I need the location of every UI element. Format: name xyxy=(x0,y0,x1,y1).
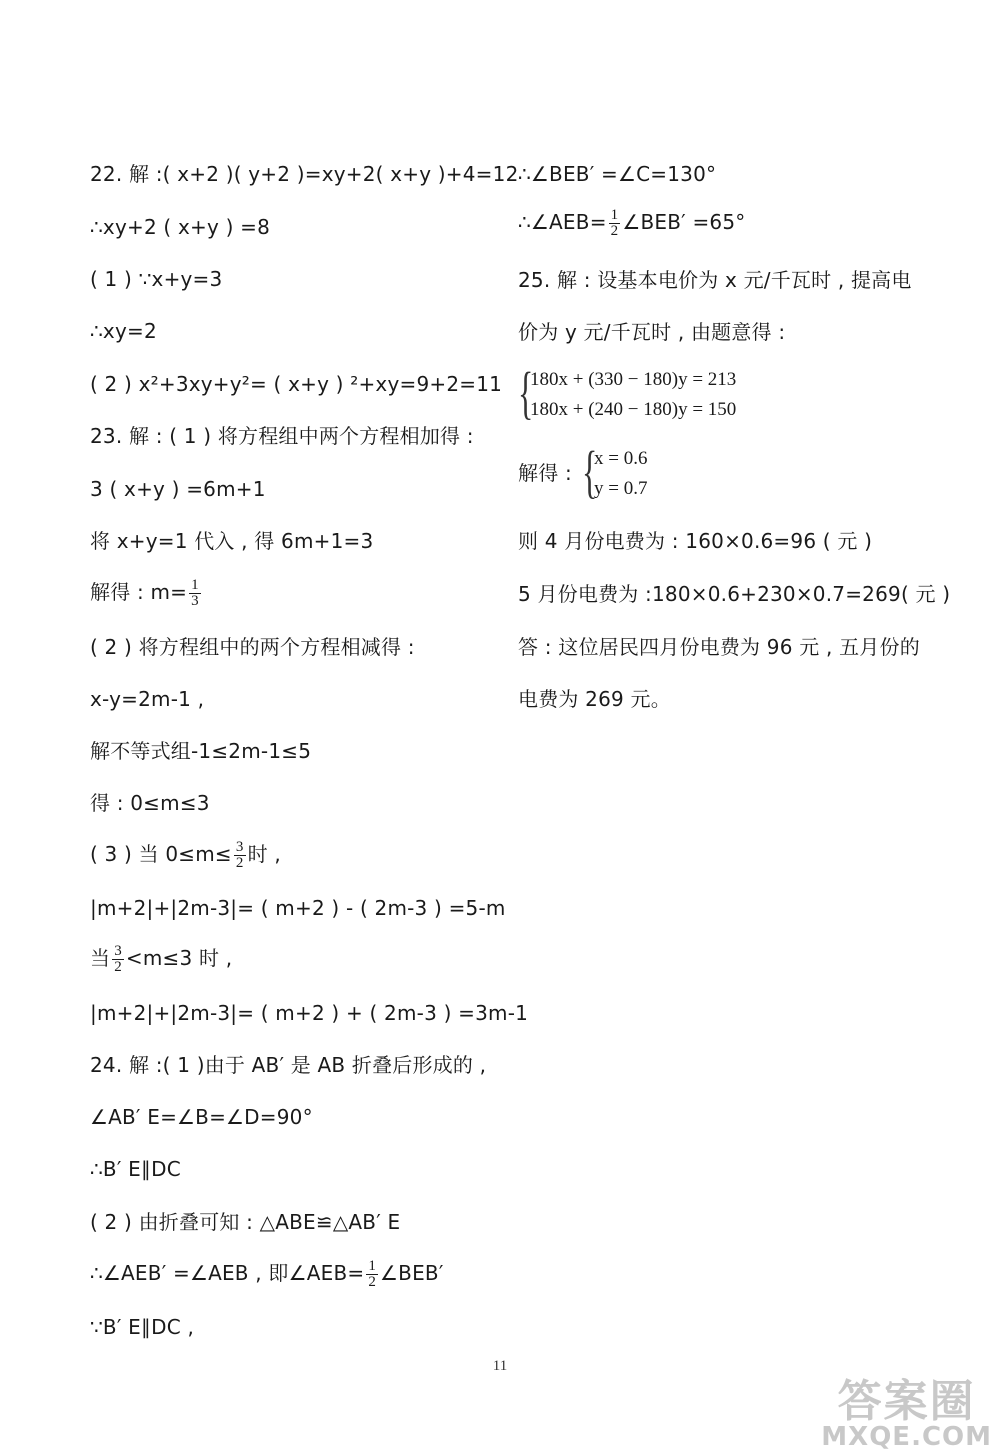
page-number: 11 xyxy=(492,1358,508,1374)
q23-line-6: x-y=2m-1 , xyxy=(90,687,205,711)
q23-line-7: 解不等式组-1≤2m-1≤5 xyxy=(90,739,312,763)
q24-line-8 xyxy=(518,208,745,239)
fraction-one-half xyxy=(366,1259,378,1290)
q24-line-7: ∴∠BEB′ =∠C=130° xyxy=(518,162,717,186)
fraction-numerator: 3 xyxy=(235,839,244,855)
q22-line-2: ∴xy+2 ( x+y ) =8 xyxy=(90,215,271,239)
q23-line-12: |m+2|+|2m-3|= ( m+2 ) + ( 2m-3 ) =3m-1 xyxy=(90,1001,529,1025)
fraction-denominator: 3 xyxy=(191,593,199,609)
q22-line-3: ( 1 ) ∵x+y=3 xyxy=(90,267,223,291)
q22-line-4: ∴xy=2 xyxy=(90,319,157,343)
equation-system-1 xyxy=(518,360,778,427)
fraction-three-halves xyxy=(112,944,124,975)
fraction-denominator: 2 xyxy=(235,855,244,871)
equation-2: 180x + (240 − 180)y = 150 xyxy=(530,399,737,420)
fraction-one-half xyxy=(609,208,621,239)
equation-system-2 xyxy=(582,439,702,506)
watermark-top-text: 答案圈 xyxy=(837,1376,976,1427)
q23-line-3: 将 x+y=1 代入 , 得 6m+1=3 xyxy=(90,529,374,553)
solution-y: y = 0.7 xyxy=(594,478,648,499)
q24-angle-prefix: ∴∠AEB′ =∠AEB , 即∠AEB= xyxy=(90,1261,365,1285)
q23-case1-suffix: 时 , xyxy=(247,842,281,866)
q23-solution-prefix: 解得 : m= xyxy=(90,580,188,604)
q25-line-6: 电费为 269 元。 xyxy=(518,687,671,711)
fraction-denominator: 2 xyxy=(368,1274,377,1290)
fraction-numerator: 3 xyxy=(114,943,122,959)
left-brace-icon: { xyxy=(518,360,534,425)
fraction-three-halves xyxy=(234,840,246,871)
left-brace-icon: { xyxy=(582,439,598,504)
q23-case1-prefix: ( 3 ) 当 0≤m≤ xyxy=(90,842,232,866)
watermark-logo xyxy=(821,1376,992,1452)
q24-result-suffix: ∠BEB′ =65° xyxy=(622,210,746,234)
q25-line-3: 则 4 月份电费为 : 160×0.6=96 ( 元 ) xyxy=(518,529,873,553)
fraction-one-third xyxy=(189,578,201,609)
fraction-denominator: 2 xyxy=(610,223,619,239)
equation-1: 180x + (330 − 180)y = 213 xyxy=(530,369,737,390)
q24-line-4: ( 2 ) 由折叠可知 : △ABE≌△AB′ E xyxy=(90,1210,401,1234)
q23-line-9 xyxy=(90,840,281,871)
q25-line-5: 答 : 这位居民四月份电费为 96 元 , 五月份的 xyxy=(518,635,920,659)
fraction-numerator: 1 xyxy=(368,1258,377,1274)
q23-line-1: 23. 解 : ( 1 ) 将方程组中两个方程相加得 : xyxy=(90,424,474,448)
q24-line-2: ∠AB′ E=∠B=∠D=90° xyxy=(90,1105,313,1129)
q24-line-6: ∵B′ E∥DC , xyxy=(90,1315,195,1339)
watermark-bottom-text: MXQE.COM xyxy=(821,1422,992,1452)
q23-line-5: ( 2 ) 将方程组中的两个方程相减得 : xyxy=(90,635,415,659)
q22-line-5: ( 2 ) x²+3xy+y²= ( x+y ) ²+xy=9+2=11 xyxy=(90,372,503,396)
q24-line-5 xyxy=(90,1259,444,1290)
q25-solution-label: 解得 : xyxy=(518,461,572,485)
q24-angle-suffix: ∠BEB′ xyxy=(380,1261,444,1285)
q25-line-4: 5 月份电费为 :180×0.6+230×0.7=269( 元 ) xyxy=(518,582,951,606)
q24-line-1: 24. 解 :( 1 )由于 AB′ 是 AB 折叠后形成的 , xyxy=(90,1053,487,1077)
q23-case2-prefix: 当 xyxy=(90,946,111,970)
q23-line-10: |m+2|+|2m-3|= ( m+2 ) - ( 2m-3 ) =5-m xyxy=(90,896,506,920)
q23-case2-suffix: <m≤3 时 , xyxy=(125,946,233,970)
fraction-numerator: 1 xyxy=(610,207,619,223)
fraction-denominator: 2 xyxy=(114,959,122,975)
q23-line-8: 得 : 0≤m≤3 xyxy=(90,791,210,815)
q22-line-1: 22. 解 :( x+2 )( y+2 )=xy+2( x+y )+4=12 xyxy=(90,162,519,186)
q23-line-11 xyxy=(90,944,232,975)
q24-line-3: ∴B′ E∥DC xyxy=(90,1157,181,1181)
q25-line-2: 价为 y 元/千瓦时 , 由题意得 : xyxy=(518,320,786,344)
q25-line-1: 25. 解 : 设基本电价为 x 元/千瓦时 , 提高电 xyxy=(518,268,912,292)
fraction-numerator: 1 xyxy=(191,577,199,593)
q24-result-prefix: ∴∠AEB= xyxy=(518,210,607,234)
q23-line-4 xyxy=(90,578,203,609)
solution-x: x = 0.6 xyxy=(594,448,648,469)
q23-line-2: 3 ( x+y ) =6m+1 xyxy=(90,477,266,501)
